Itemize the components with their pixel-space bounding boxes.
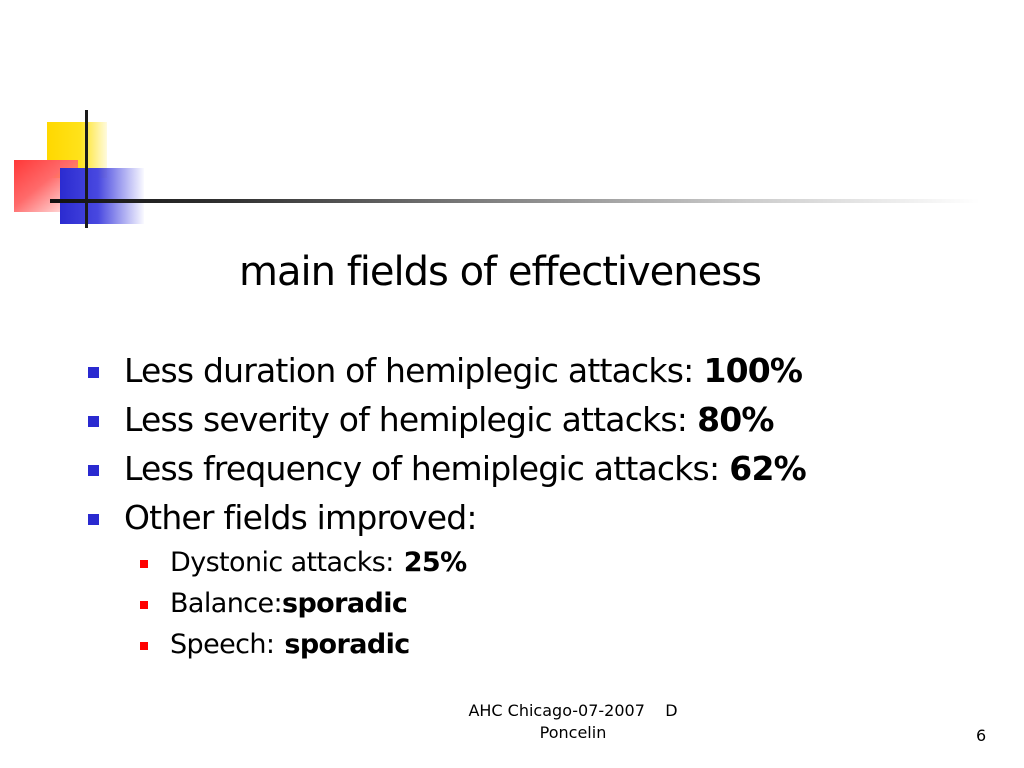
- square-sub-bullet-icon: [140, 560, 148, 568]
- bullet-label: Less frequency of hemiplegic attacks:: [124, 449, 720, 488]
- slide-footer: [440, 700, 706, 744]
- decor-horizontal-rule: [50, 199, 980, 203]
- bullet-list: [88, 346, 988, 665]
- square-sub-bullet-icon: [140, 601, 148, 609]
- sub-bullet-item-balance: [140, 583, 988, 624]
- bullet-item-duration: [88, 346, 988, 395]
- footer-line-2: Poncelin: [539, 723, 607, 742]
- square-sub-bullet-icon: [140, 642, 148, 650]
- bullet-label: Less severity of hemiplegic attacks:: [124, 400, 688, 439]
- bullet-value: 80%: [697, 400, 774, 439]
- bullet-item-frequency: [88, 444, 988, 493]
- sub-bullet-item-dystonic: [140, 542, 988, 583]
- square-bullet-icon: [88, 416, 99, 427]
- sub-bullet-label: Balance:: [170, 588, 282, 619]
- sub-bullet-label: Dystonic attacks:: [170, 547, 394, 578]
- bullet-item-severity: [88, 395, 988, 444]
- bullet-value: 62%: [729, 449, 806, 488]
- bullet-label: Less duration of hemiplegic attacks:: [124, 351, 694, 390]
- footer-line-1: AHC Chicago-07-2007 D: [468, 701, 678, 720]
- page-number: 6: [976, 726, 987, 745]
- square-bullet-icon: [88, 465, 99, 476]
- slide-title: main fields of effectiveness: [239, 249, 761, 295]
- sub-bullet-value: sporadic: [281, 588, 408, 619]
- decor-vertical-line: [85, 110, 88, 228]
- sub-bullet-label: Speech:: [170, 629, 275, 660]
- sub-bullet-item-speech: [140, 624, 988, 665]
- bullet-value: 100%: [703, 351, 803, 390]
- decor-blue-square: [60, 168, 144, 224]
- sub-bullet-value: 25%: [403, 547, 467, 578]
- bullet-label: Other fields improved:: [124, 498, 477, 537]
- square-bullet-icon: [88, 514, 99, 525]
- bullet-item-other-fields: [88, 493, 988, 542]
- sub-bullet-value: sporadic: [284, 629, 410, 660]
- square-bullet-icon: [88, 367, 99, 378]
